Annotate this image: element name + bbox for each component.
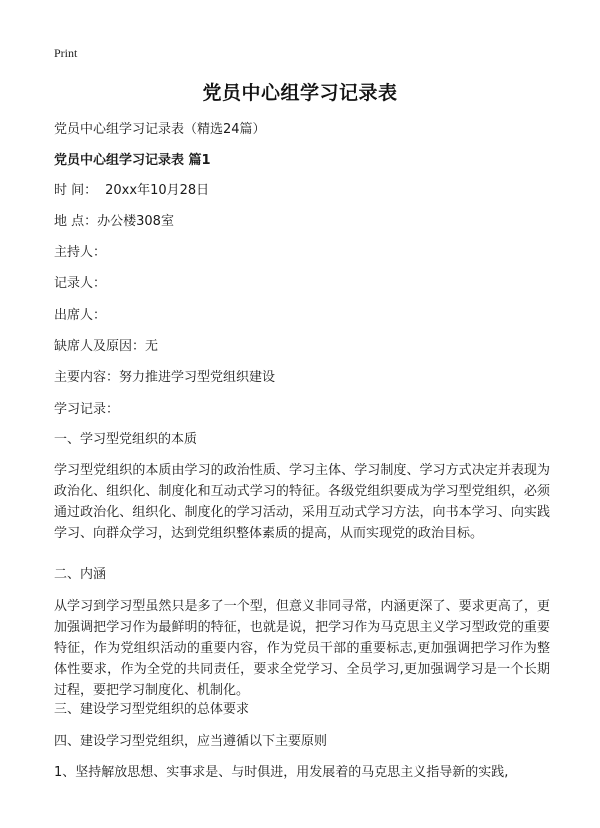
principle-item-1: 1、坚持解放思想、实事求是、与时俱进，用发展着的马克思主义指导新的实践, (54, 765, 509, 780)
heading-essence: 一、学习型党组织的本质 (54, 432, 198, 447)
heading-principles: 四、建设学习型党组织，应当遵循以下主要原则 (54, 734, 328, 749)
subtitle: 党员中心组学习记录表（精选24篇） (54, 122, 266, 137)
time-label: 时 间： (54, 183, 98, 198)
main-content-value: 努力推进学习型党组织建设 (119, 370, 276, 385)
page-title: 党员中心组学习记录表 (202, 82, 398, 104)
time-value: 20xx年10月28日 (105, 183, 210, 198)
absent-row (54, 338, 158, 356)
absent-value: 无 (145, 339, 159, 354)
main-content-row (54, 369, 275, 387)
attendees-label: 出席人： (54, 308, 107, 323)
main-content-label: 主要内容： (54, 370, 120, 385)
recorder-row (54, 275, 106, 293)
location-label: 地 点： (54, 214, 98, 229)
absent-label: 缺席人及原因： (54, 339, 146, 354)
recorder-label: 记录人： (54, 276, 107, 291)
print-label: Print (54, 46, 78, 60)
paragraph-essence: 学习型党组织的本质由学习的政治性质、学习主体、学习制度、学习方式决定并表现为政治化、组织化、制度化和互动式学习的特征。各级党组织要成为学习型党组织，必须通过政治化、组织化、制度化的学习活动，采用互动式学习方法，向书本学习、向实践学习、向群众学习，达到党组织整体素质的提高，从而实现党的政治目标。 (54, 463, 550, 541)
location-value: 办公楼308室 (97, 214, 174, 229)
attendees-row (54, 307, 106, 325)
location-row (54, 213, 174, 231)
heading-connotation: 二、内涵 (54, 567, 107, 582)
section-heading: 党员中心组学习记录表 篇1 (54, 153, 211, 168)
paragraph-connotation: 从学习到学习型虽然只是多了一个型，但意义非同寻常，内涵更深了、要求更高了，更加强调把学习作为最鲜明的特征，也就是说，把学习作为马克思主义学习型政党的重要特征，作为党组织活动的重要内容，作为党员干部的重要标志,更加强调把学习作为整体性要求，作为全党的共同责任，要求全党学习、全员学习,更加强调学习是一个长期过程，要把学习制度化、机制化。 (54, 599, 550, 698)
time-row (54, 182, 209, 200)
host-label: 主持人： (54, 245, 107, 260)
host-row (54, 244, 106, 262)
heading-general-requirements: 三、建设学习型党组织的总体要求 (54, 702, 250, 717)
study-record-label: 学习记录： (54, 402, 120, 417)
